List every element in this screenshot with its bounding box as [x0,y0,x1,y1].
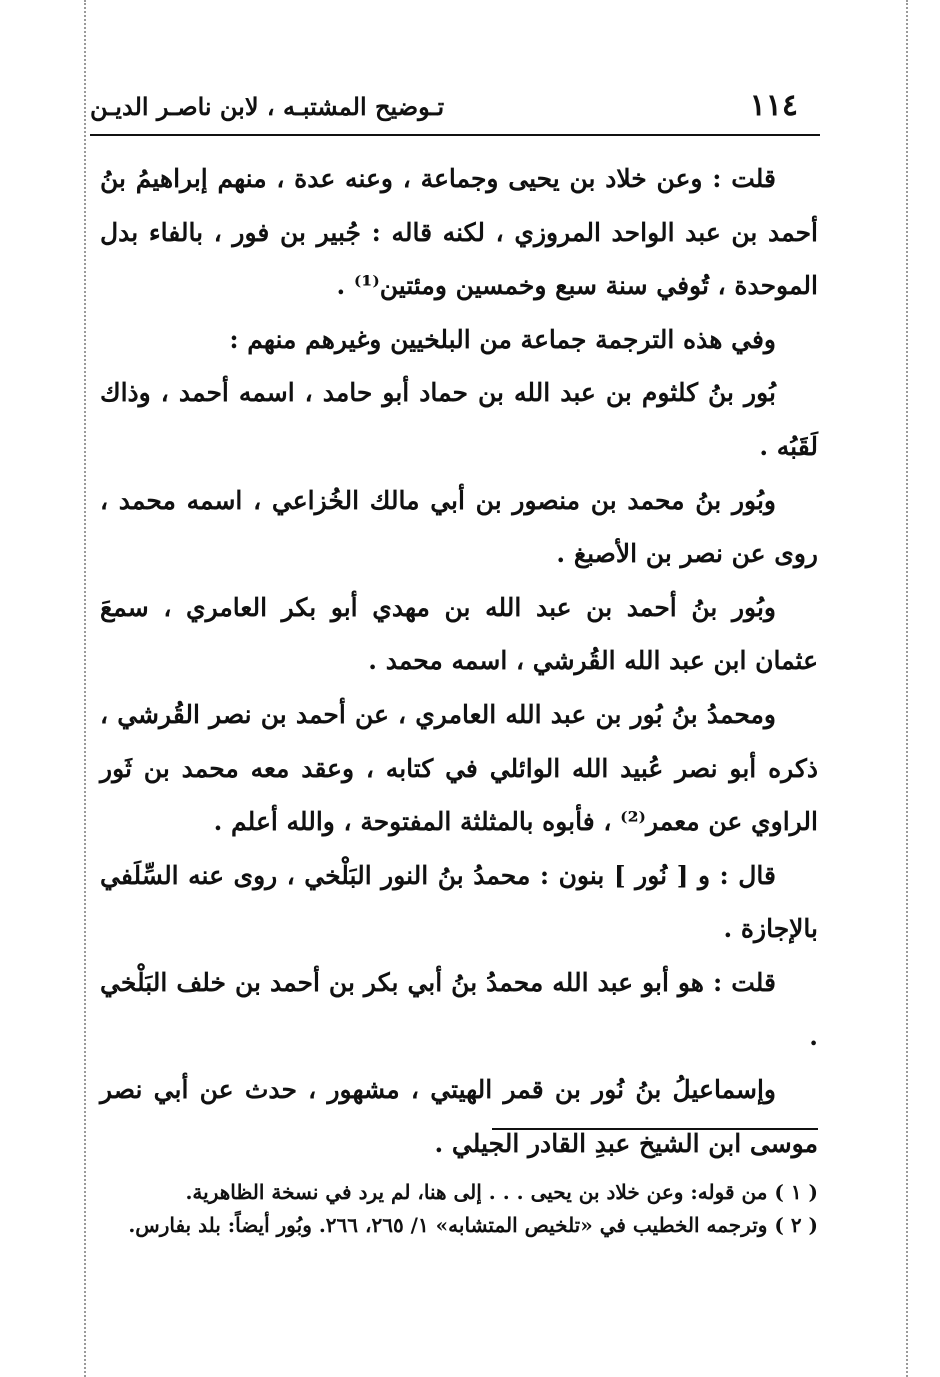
page-number: ١١٤ [749,88,798,123]
paragraph: وبُور بنُ محمد بن منصور بن أبي مالك الخُزاعي ، اسمه محمد ، روى عن نصر بن الأصبغ . [100,485,818,569]
scan-margin-line-right [906,0,908,1377]
footnote: ( ١ ) من قوله: وعن خلاد بن يحيى . . . إلى هنا، لم يرد في نسخة الظاهرية. [185,1180,818,1204]
header-rule [90,134,820,136]
paragraph: قلت : هو أبو عبد الله محمدُ بنُ أبي بكر بن أحمد بن خلف البَلْخي . [100,967,818,1051]
footnote: ( ٢ ) وترجمه الخطيب في «تلخيص المتشابه» ١/ ٢٦٥، ٢٦٦. وبُور أيضاً: بلد بفارس. [128,1213,818,1237]
footnotes [90,1176,818,1242]
paragraph: قال : و [ نُور ] بنون : محمدُ بنُ النور البَلْخي ، روى عنه السِّلَفي بالإجازة . [100,860,818,944]
paragraph: بُور بنُ كلثوم بن عبد الله بن حماد أبو حامد ، اسمه أحمد ، وذاك لَقَبُه . [100,378,818,461]
paragraph: ومحمدُ بنُ بُور بن عبد الله العامري ، عن أحمد بن نصر القُرشي ، ذكره أبو نصر عُبيد الله الوائلي في كتابه ، وعقد معه محمد بن ثَور الراوي عن معمر⁽²⁾ ، فأبوه بالمثلثة المفتوحة ، والله أعلم . [100,699,818,837]
paragraph: وفي هذه الترجمة جماعة من البلخيين وغيرهم منهم : [229,324,776,354]
scan-margin-line-left [84,0,86,1377]
footnote-separator [492,1128,818,1130]
paragraph: وإسماعيلُ بنُ نُور بن قمر الهيتي ، مشهور ، حدث عن أبي نصر موسى ابن الشيخ عبدِ القادر الجيلي . [100,1075,818,1158]
paragraph: وبُور بنُ أحمد بن عبد الله بن مهدي أبو بكر العامري ، سمعَ عثمان ابن عبد الله القُرشي ، اسمه محمد . [100,592,818,676]
main-text [100,152,818,1170]
running-title: تـوضيح المشتبـه ، لابن ناصـر الديـن [90,92,445,121]
paragraph: قلت : وعن خلاد بن يحيى وجماعة ، وعنه عدة ، منهم إبراهيمُ بنُ أحمد بن عبد الواحد المروزي ، لكنه قاله : جُبير بن فور ، بالفاء بدل الموحدة ، تُوفي سنة سبع وخمسين ومئتين⁽¹⁾ . [100,164,818,301]
running-header [90,88,818,130]
